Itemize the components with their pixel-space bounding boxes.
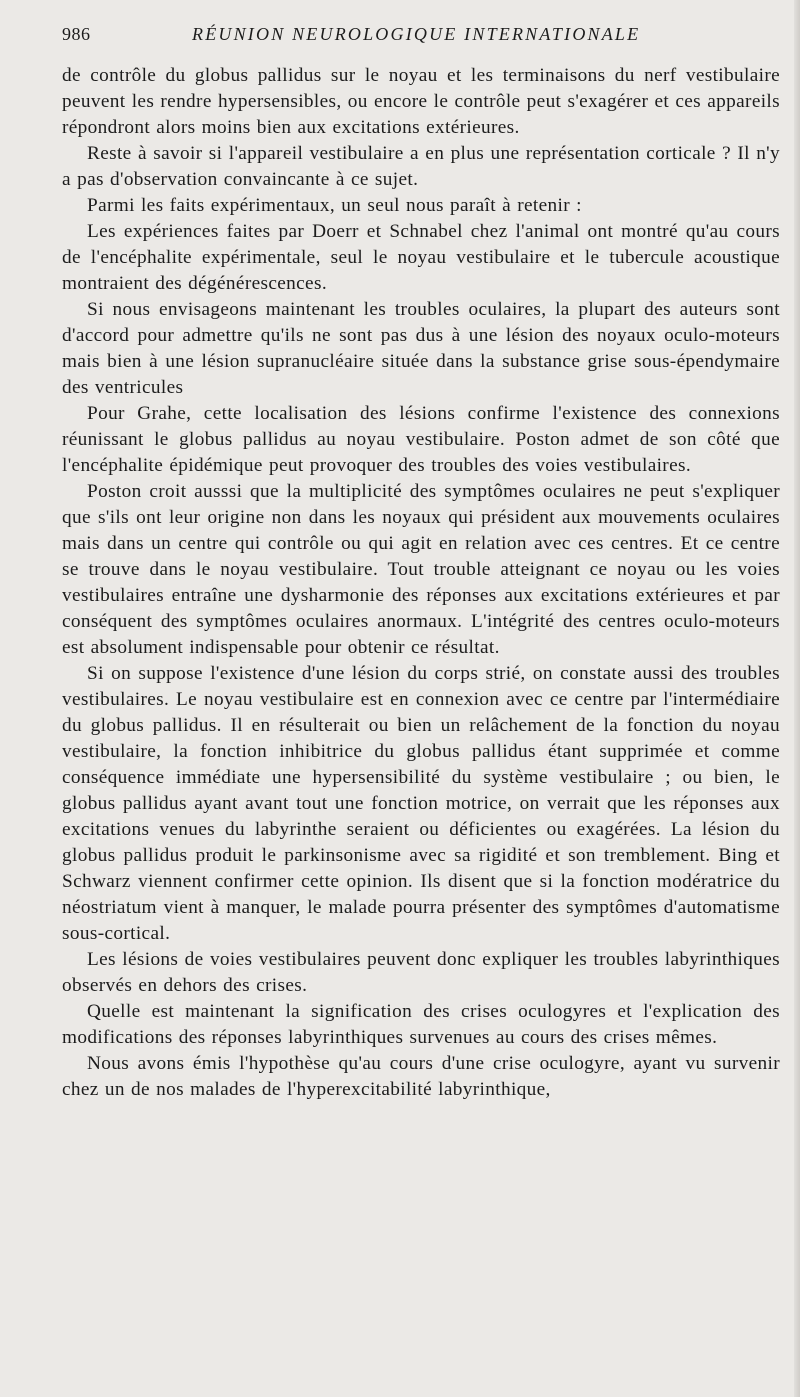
running-head: RÉUNION NEUROLOGIQUE INTERNATIONALE bbox=[192, 24, 641, 44]
paragraph: Poston croit ausssi que la multiplicité des symptômes oculaires ne peut s'expliquer que s'ils ont leur origine non dans les noyaux qui président aux mouvements oculaires mais dans un centre qui contrôle ou qui agit en relation avec ces centres. Et ce centre se trouve dans le noyau vestibulaire. Tout trouble atteignant ce noyau ou les voies vestibulaires entraîne une dysharmonie des réponses aux excitations extérieures et par conséquent des symptômes oculaires anormaux. L'intégrité des centres oculo-moteurs est absolument indispensable pour obtenir ce résultat. bbox=[62, 481, 780, 658]
paragraph: Les expériences faites par Doerr et Schnabel chez l'animal ont montré qu'au cours de l'encéphalite expérimentale, seul le noyau vestibulaire et le tubercule acoustique montraient des dégénérescences. bbox=[62, 221, 780, 294]
paragraph: Parmi les faits expérimentaux, un seul nous paraît à retenir : bbox=[87, 195, 582, 216]
paragraph: de contrôle du globus pallidus sur le noyau et les terminaisons du nerf vestibulaire peuvent les rendre hypersensibles, ou encore le contrôle peut s'exagérer et ces appareils répondront alors moins bien aux excitations extérieures. bbox=[62, 65, 780, 138]
paragraph: Reste à savoir si l'appareil vestibulaire a en plus une représentation corticale ? Il n'y a pas d'observation convaincante à ce sujet. bbox=[62, 143, 780, 190]
page-header bbox=[62, 24, 760, 52]
paragraph: Si on suppose l'existence d'une lésion du corps strié, on constate aussi des troubles vestibulaires. Le noyau vestibulaire est en connexion avec ce centre par l'intermédiaire du globus pallidus. Il en résulterait ou bien un relâchement de la fonction du noyau vestibulaire, la fonction inhibitrice du globus pallidus étant supprimée et comme conséquence immédiate une hypersensibilité du système vestibulaire ; ou bien, le globus pallidus ayant avant tout une fonction motrice, on verrait que les réponses aux excitations venues du labyrinthe seraient ou déficientes ou exagérées. La lésion du globus pallidus produit le parkinsonisme avec sa rigidité et son tremblement. Bing et Schwarz viennent confirmer cette opinion. Ils disent que si la fonction modératrice du néostriatum vient à manquer, le malade pourra présenter des symptômes d'automatisme sous-cortical. bbox=[62, 663, 780, 944]
paragraph: Quelle est maintenant la signification des crises oculogyres et l'explication des modifications des réponses labyrinthiques survenues au cours des crises mêmes. bbox=[62, 1001, 780, 1048]
page-edge-shadow bbox=[794, 0, 800, 1397]
paragraph: Si nous envisageons maintenant les troubles oculaires, la plupart des auteurs sont d'accord pour admettre qu'ils ne sont pas dus à une lésion des noyaux oculo-moteurs mais bien à une lésion supranucléaire située dans la substance grise sous-épendymaire des ventricules bbox=[62, 299, 780, 398]
paragraph: Nous avons émis l'hypothèse qu'au cours d'une crise oculogyre, ayant vu survenir chez un de nos malades de l'hyperexcitabilité labyrinthique, bbox=[62, 1053, 780, 1100]
paragraph: Pour Grahe, cette localisation des lésions confirme l'existence des connexions réunissant le globus pallidus au noyau vestibulaire. Poston admet de son côté que l'encéphalite épidémique peut provoquer des troubles des voies vestibulaires. bbox=[62, 403, 780, 476]
body-text bbox=[62, 63, 780, 1103]
page-number: 986 bbox=[62, 24, 91, 44]
paragraph: Les lésions de voies vestibulaires peuvent donc expliquer les troubles labyrinthiques observés en dehors des crises. bbox=[62, 949, 780, 996]
